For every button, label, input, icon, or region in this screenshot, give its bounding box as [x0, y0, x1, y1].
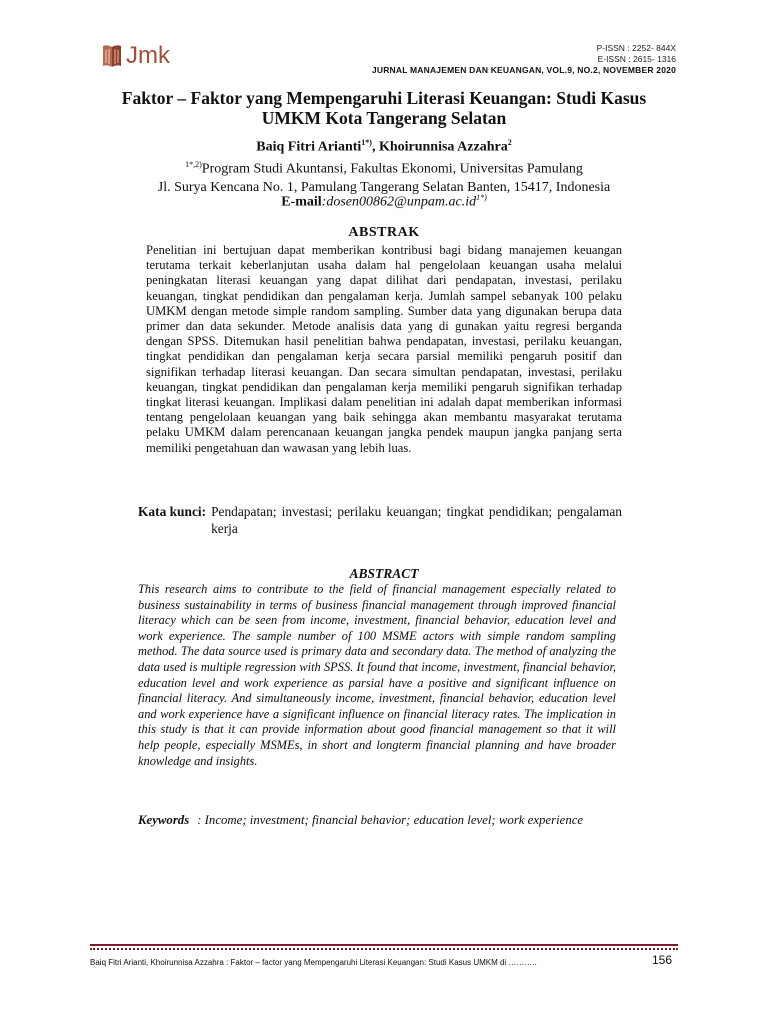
- email-sup: 1*): [476, 193, 487, 202]
- footer-citation: Baiq Fitri Arianti, Khoirunnisa Azzahra : Faktor – factor yang Mempengaruhi Literasi Keuangan: Studi Kasus UMKM di ………..: [90, 958, 537, 967]
- kata-kunci: [138, 503, 622, 537]
- author-1-sup: 1*): [361, 138, 372, 147]
- address: Jl. Surya Kencana No. 1, Pamulang Tangerang Selatan Banten, 15417, Indonesia: [157, 179, 611, 195]
- author-1: Baiq Fitri Arianti: [256, 139, 362, 155]
- affiliation: Program Studi Akuntansi, Fakultas Ekonomi, Universitas Pamulang: [201, 161, 583, 177]
- author-separator: ,: [371, 139, 379, 155]
- email-line: [60, 193, 708, 211]
- author-list: [60, 138, 708, 156]
- footer-dotted-rule: [90, 948, 678, 950]
- email-address[interactable]: :dosen00862@unpam.ac.id: [321, 194, 477, 210]
- title-line-2: UMKM Kota Tangerang Selatan: [261, 108, 507, 128]
- author-2: Khoirunnisa Azzahra: [378, 139, 508, 155]
- journal-name: JURNAL MANAJEMEN DAN KEUANGAN, VOL.9, NO.2, NOVEMBER 2020: [371, 65, 676, 75]
- issn-block: [597, 43, 676, 65]
- abstract-heading: ABSTRACT: [349, 566, 419, 581]
- pissn: P-ISSN : 2252- 844X: [596, 43, 676, 53]
- abstract-body: This research aims to contribute to the field of financial management especially related to business sustainability in terms of business financial management through improved financial literacy which can be seen from income, investment, financial behavior, education level and work experience. The sample number of 100 MSME actors with simple random sampling method. The data source used is primary data and secondary data. The method of analyzing the data used is multiple regression with SPSS. It found that income, investment, financial behavior, education level and work experience as parsial have a positive and significant influence on financial literacy. And simultaneously income, investment, financial behavior, education level and work experience have a significant influence on financial literacy rates. The implication in this study is that it can provide information about good financial management so that it will help people, especially MSMEs, in short and longterm financial planning and have broader knowledge and insights.: [138, 582, 616, 768]
- eissn: E-ISSN : 2615- 1316: [597, 54, 676, 64]
- abstrak-body: Penelitian ini bertujuan dapat memberikan kontribusi bagi bidang manajemen keuangan terutama terkait keberlanjutan usaha dalam hal pengelolaan keuangan usaha melalui peningkatan literasi keuangan yang dapat dilihat dari pendapatan, investasi, perilaku keuangan, tingkat pendidikan dan pengalaman kerja. Jumlah sampel sebanyak 100 pelaku UMKM dengan metode simple random sampling. Sumber data yang digunakan berupa data primer dan data sekunder. Metode analisis data yang di gunakan yaitu regresi berganda dengan SPSS. Ditemukan hasil penelitian bahwa pendapatan, investasi, perilaku keuangan, tingkat pendidikan dan pengalaman kerja secara parsial memiliki pengaruh positif dan signifikan terhadap literasi keuangan. Dan secara simultan pendapatan, investasi, perilaku keuangan, tingkat pendidikan dan pengalaman kerja memiliki pengaruh signifikan terhadap tingkat literasi keuangan. Implikasi dalam penelitian ini adalah dapat memberikan informasi tentang pengelolaan keuangan yang baik sehingga akan membantu masyarakat terutama pelaku UMKM dalam perencanaan keuangan jangka pendek maupun jangka panjang serta memiliki pengetahuan dan wawasan yang lebih luas.: [146, 243, 622, 455]
- page-number: 156: [652, 953, 673, 967]
- paper-title: [60, 88, 708, 128]
- affiliation-sup: 1*,2): [185, 160, 202, 169]
- abstrak-heading: ABSTRAK: [348, 225, 420, 240]
- footer-rule: [90, 944, 678, 946]
- title-line-1: Faktor – Faktor yang Mempengaruhi Literasi Keuangan: Studi Kasus: [121, 88, 647, 108]
- kata-kunci-label: Kata kunci:: [138, 504, 207, 519]
- keywords-values: : Income; investment; financial behavior; education level; work experience: [197, 813, 584, 827]
- author-2-sup: 2: [507, 138, 512, 147]
- email-label: E-mail: [281, 194, 322, 210]
- affiliation-block: [60, 156, 708, 197]
- keywords: [138, 812, 622, 828]
- kata-kunci-values: Pendapatan; investasi; perilaku keuangan; tingkat pendidikan; pengalaman kerja: [211, 504, 622, 536]
- book-logo-icon: [102, 43, 122, 69]
- keywords-label: Keywords: [138, 813, 190, 827]
- journal-logo: [102, 42, 170, 70]
- logo-text: Jmk: [126, 42, 170, 69]
